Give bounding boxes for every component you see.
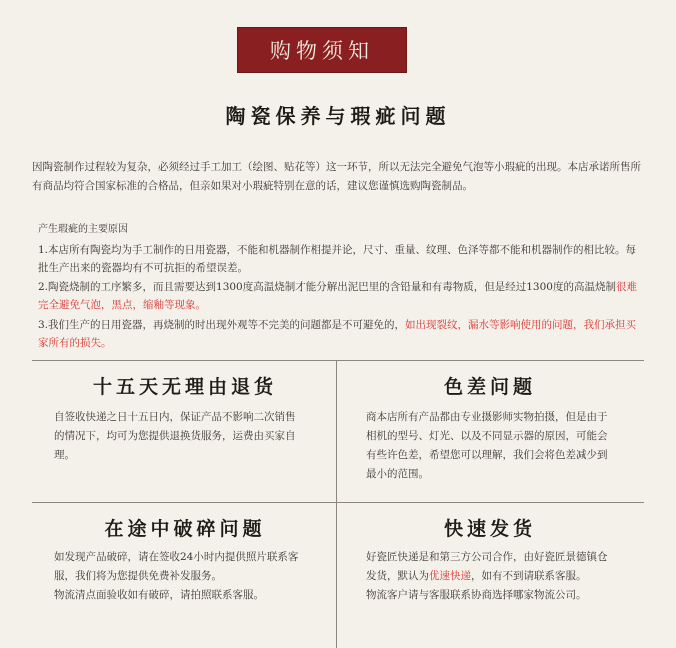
reason-item-2-text: 2.陶瓷烧制的工序繁多，而且需要达到1300度高温烧制才能分解出泥巴里的含铅量和有毒物质，但是经过1300度的高温烧制	[38, 281, 616, 293]
breakage-body-line1: 如发现产品破碎，请在签收24小时内提供照片联系客服，我们将为您提供免费补发服务。	[54, 551, 299, 582]
grid-divider-vertical	[336, 360, 337, 648]
reason-item-2	[38, 278, 638, 314]
fast-shipping-body-line1	[366, 548, 616, 586]
reason-item-3-highlight: 如出现裂纹，漏水等影响使用的问题，我们承担买家所有的损失。	[38, 319, 637, 349]
reasons-title: 产生瑕疵的主要原因	[38, 224, 128, 235]
fast-shipping-body	[366, 548, 616, 605]
reason-item-2-highlight: 很难完全避免气泡，黑点，缩釉等现象。	[38, 281, 637, 311]
grid-divider-middle	[32, 502, 644, 503]
color-difference-body: 商本店所有产品都由专业摄影师实物拍摄，但是由于相机的型号、灯光、以及不同显示器的原因，可能会有些许色差，希望您可以理解，我们会将色差减少到最小的范围。	[366, 411, 608, 480]
courier-highlight: 优速快递	[429, 570, 471, 582]
color-difference-title: 色差问题	[443, 376, 536, 398]
fast-shipping-text-a: 好瓷匠快递是和第三方公司合作，由好瓷匠景德镇仓发货，默认为	[366, 551, 608, 582]
reason-item-3	[38, 316, 638, 352]
fast-shipping-title: 快速发货	[443, 518, 536, 540]
fast-shipping-body-line2: 物流客户请与客服联系协商选择哪家物流公司。	[366, 589, 587, 601]
section-title: 陶瓷保养与瑕疵问题	[225, 104, 451, 128]
intro-paragraph: 因陶瓷制作过程较为复杂，必须经过手工加工（绘图、贴花等）这一环节，所以无法完全避免气泡等小瑕疵的出现。本店承诺所售所有商品均符合国家标准的合格品，但亲如果对小瑕疵特别在意的话，建议您谨慎选购陶瓷制品。	[32, 161, 641, 192]
reason-item-1: 1.本店所有陶瓷均为手工制作的日用瓷器，不能和机器制作相提并论，尺寸、重量、纹理、色泽等都不能和机器制作的相比较。每批生产出来的瓷器均有不可抗拒的希望误差。	[38, 244, 637, 274]
breakage-body	[54, 548, 302, 605]
breakage-body-line2: 物流清点面验收如有破碎，请拍照联系客服。	[54, 589, 264, 601]
reason-item-3-text: 3.我们生产的日用瓷器，再烧制的时出现外观等不完美的问题都是不可避免的，	[38, 319, 406, 331]
grid-divider-top	[32, 360, 644, 361]
breakage-title: 在途中破碎问题	[104, 518, 266, 540]
banner-title: 购物须知	[270, 39, 374, 63]
fast-shipping-text-b: ，如有不到请联系客服。	[471, 570, 587, 582]
return-policy-title: 十五天无理由退货	[92, 376, 277, 398]
return-policy-body: 自签收快递之日十五日内，保证产品不影响二次销售的情况下，均可为您提供退换货服务，运费由买家自理。	[54, 411, 296, 461]
shopping-notice-banner	[238, 28, 406, 72]
